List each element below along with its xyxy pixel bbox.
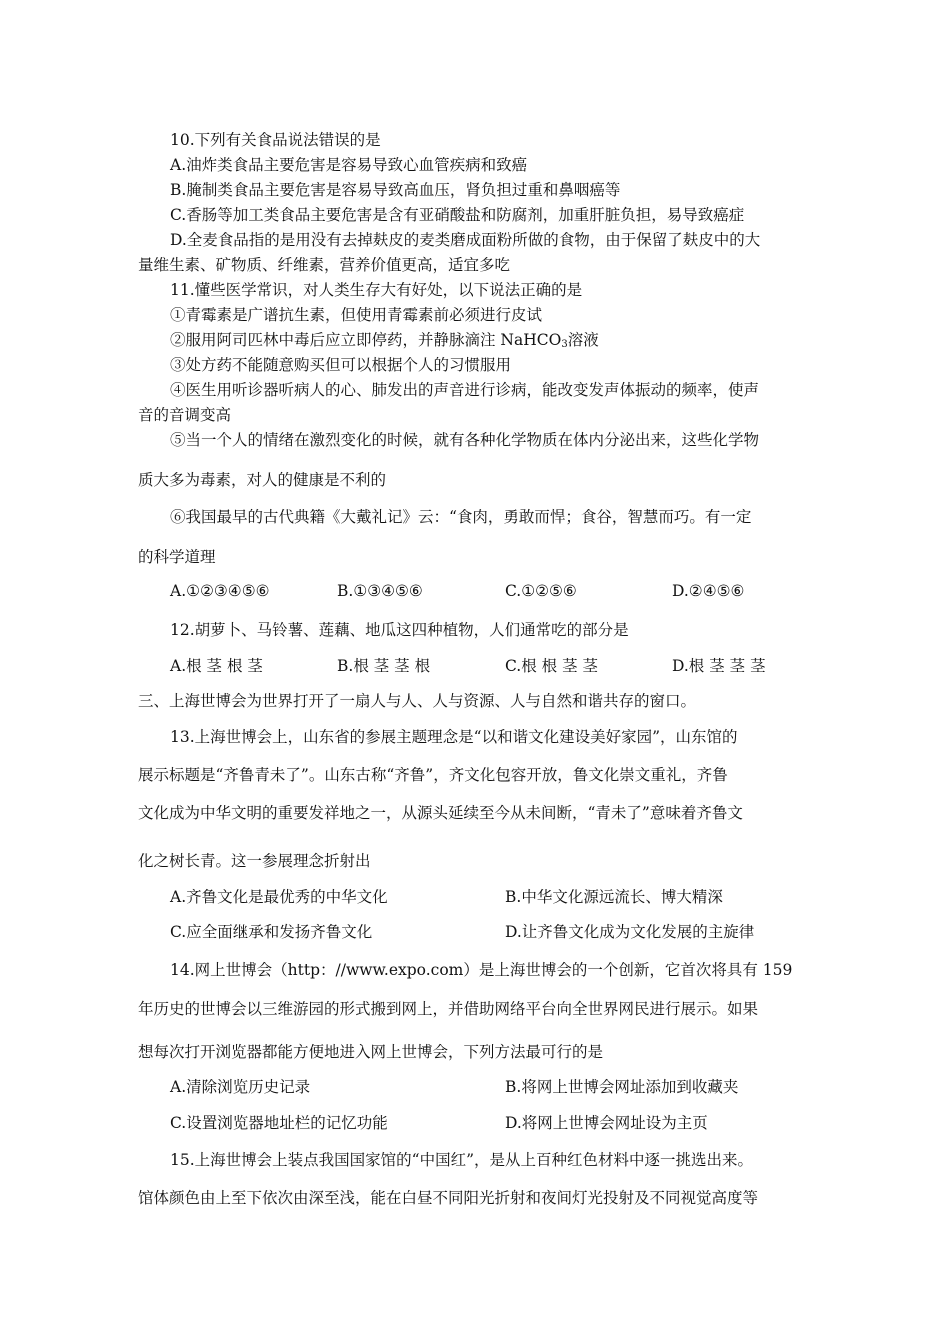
q13-option-d: D.让齐鲁文化成为文化发展的主旋律 bbox=[505, 923, 755, 941]
q11-statement-2-tail: 溶液 bbox=[567, 331, 599, 349]
q11-statement-4-line1: ④医生用听诊器听病人的心、肺发出的声音进行诊病，能改变发声体振动的频率，使声 bbox=[170, 381, 760, 399]
q11-statement-6-line1: ⑥我国最早的古代典籍《大戴礼记》云：“食肉，勇敢而悍；食谷，智慧而巧。有一定 bbox=[170, 508, 752, 526]
q11-statement-2 bbox=[170, 328, 599, 350]
q11-statement-3: ③处方药不能随意购买但可以根据个人的习惯服用 bbox=[170, 356, 512, 374]
q11-option-c: C.①②⑤⑥ bbox=[505, 582, 577, 600]
q14-option-b: B.将网上世博会网址添加到收藏夹 bbox=[505, 1078, 739, 1096]
q14-option-c: C.设置浏览器地址栏的记忆功能 bbox=[170, 1114, 388, 1132]
q10-option-d-line2: 量维生素、矿物质、纤维素，营养价值更高，适宜多吃 bbox=[138, 256, 511, 274]
q15-stem-line2: 馆体颜色由上至下依次由深至浅，能在白昼不同阳光折射和夜间灯光投射及不同视觉高度等 bbox=[138, 1189, 759, 1207]
q13-stem-line1: 13.上海世博会上，山东省的参展主题理念是“以和谐文化建设美好家园”，山东馆的 bbox=[170, 728, 738, 746]
q11-statement-5-line1: ⑤当一个人的情绪在激烈变化的时候，就有各种化学物质在体内分泌出来，这些化学物 bbox=[170, 431, 760, 449]
q14-stem-line3: 想每次打开浏览器都能方便地进入网上世博会，下列方法最可行的是 bbox=[138, 1043, 604, 1061]
q12-option-b: B.根 茎 茎 根 bbox=[337, 657, 431, 675]
q10-option-d-line1: D.全麦食品指的是用没有去掉麸皮的麦类磨成面粉所做的食物，由于保留了麸皮中的大 bbox=[170, 231, 761, 249]
q10-option-a: A.油炸类食品主要危害是容易导致心血管疾病和致癌 bbox=[170, 156, 528, 174]
q14-option-a: A.清除浏览历史记录 bbox=[170, 1078, 311, 1096]
q11-statement-2-subscript: 3 bbox=[561, 339, 568, 350]
q11-option-b: B.①③④⑤⑥ bbox=[337, 582, 423, 600]
q10-option-b: B.腌制类食品主要危害是容易导致高血压，肾负担过重和鼻咽癌等 bbox=[170, 181, 621, 199]
q13-stem-line3: 文化成为中华文明的重要发祥地之一，从源头延续至今从未间断，“青未了”意味着齐鲁文 bbox=[138, 804, 743, 822]
q12-option-d: D.根 茎 茎 茎 bbox=[672, 657, 766, 675]
q13-option-a: A.齐鲁文化是最优秀的中华文化 bbox=[170, 888, 388, 906]
q13-stem-line4: 化之树长青。这一参展理念折射出 bbox=[138, 852, 371, 870]
section-3-heading: 三、上海世博会为世界打开了一扇人与人、人与资源、人与自然和谐共存的窗口。 bbox=[138, 692, 697, 710]
q11-statement-1: ①青霉素是广谱抗生素，但使用青霉素前必须进行皮试 bbox=[170, 306, 543, 324]
q12-option-a: A.根 茎 根 茎 bbox=[170, 657, 263, 675]
q14-stem-line2: 年历史的世博会以三维游园的形式搬到网上，并借助网络平台向全世界网民进行展示。如果 bbox=[138, 1000, 759, 1018]
q11-option-d: D.②④⑤⑥ bbox=[672, 582, 745, 600]
q11-statement-4-line2: 音的音调变高 bbox=[138, 406, 232, 424]
q14-stem-line1: 14.网上世博会（http：//www.expo.com）是上海世博会的一个创新，它首次将具有 159 bbox=[170, 961, 793, 979]
q10-option-c: C.香肠等加工类食品主要危害是含有亚硝酸盐和防腐剂，加重肝脏负担，易导致癌症 bbox=[170, 206, 745, 224]
q13-stem-line2: 展示标题是“齐鲁青未了”。山东古称“齐鲁”，齐文化包容开放，鲁文化崇文重礼，齐鲁 bbox=[138, 766, 728, 784]
q10-stem: 10.下列有关食品说法错误的是 bbox=[170, 131, 381, 149]
q13-option-c: C.应全面继承和发扬齐鲁文化 bbox=[170, 923, 373, 941]
q11-statement-6-line2: 的科学道理 bbox=[138, 548, 216, 566]
q13-option-b: B.中华文化源远流长、博大精深 bbox=[505, 888, 723, 906]
q12-option-c: C.根 根 茎 茎 bbox=[505, 657, 599, 675]
q11-statement-2-text: ②服用阿司匹林中毒后应立即停药，并静脉滴注 NaHCO bbox=[170, 331, 562, 349]
q11-option-a: A.①②③④⑤⑥ bbox=[170, 582, 270, 600]
q11-stem: 11.懂些医学常识，对人类生存大有好处，以下说法正确的是 bbox=[170, 281, 583, 299]
q12-stem: 12.胡萝卜、马铃薯、莲藕、地瓜这四种植物，人们通常吃的部分是 bbox=[170, 621, 629, 639]
q15-stem-line1: 15.上海世博会上装点我国国家馆的“中国红”，是从上百种红色材料中逐一挑选出来。 bbox=[170, 1151, 754, 1169]
q11-statement-5-line2: 质大多为毒素，对人的健康是不利的 bbox=[138, 471, 387, 489]
q14-option-d: D.将网上世博会网址设为主页 bbox=[505, 1114, 708, 1132]
